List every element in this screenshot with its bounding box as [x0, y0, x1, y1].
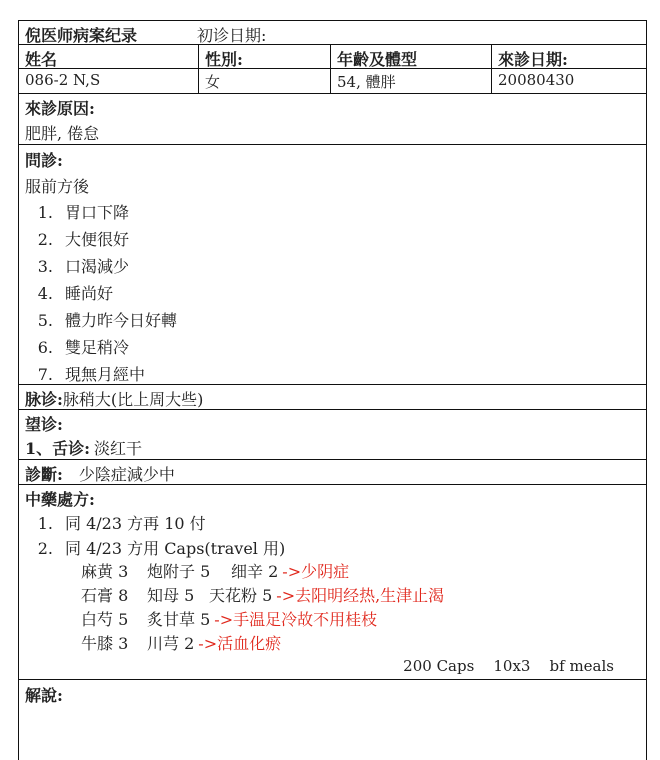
explanation-section	[19, 680, 646, 760]
info-value-row	[19, 69, 646, 94]
title-row	[19, 21, 646, 45]
herb-item: 知母 5	[147, 586, 195, 605]
inquiry-label: 問診:	[25, 151, 63, 170]
herb-line	[81, 559, 444, 583]
herb-lines	[81, 559, 444, 655]
herb-item: 炙甘草 5	[147, 610, 211, 629]
pulse-section	[19, 385, 646, 410]
list-item: 6. 雙足稍冷	[37, 338, 130, 357]
name-header: 姓名	[25, 50, 58, 68]
name-value: 086-2 N,S	[25, 71, 101, 89]
list-item: 1. 同 4/23 方再 10 付	[37, 514, 206, 533]
visit-date-value: 20080430	[491, 69, 646, 93]
inquiry-intro: 服前方後	[25, 177, 90, 196]
inquiry-section	[19, 145, 646, 385]
herb-item: 牛膝 3	[81, 634, 129, 653]
prescription-list	[25, 511, 285, 561]
herb-item: 白芍 5	[81, 610, 129, 629]
herb-note: ->手温足冷故不用桂枝	[214, 610, 378, 629]
age-body-header: 年齡及體型	[330, 45, 491, 68]
herb-item: 麻黄 3	[81, 562, 129, 581]
herb-line	[81, 583, 444, 607]
info-header-row	[19, 45, 646, 69]
reason-label: 來診原因:	[25, 99, 95, 118]
first-visit-date-label: 初诊日期:	[197, 26, 267, 45]
list-item: 7. 現無月經中	[37, 365, 146, 384]
herb-item: 天花粉 5	[209, 586, 273, 605]
prescription-label: 中藥處方:	[25, 490, 95, 509]
list-item: 3. 口渴減少	[37, 257, 130, 276]
visit-date-header: 來診日期:	[491, 45, 646, 68]
pulse-label: 脉诊:	[25, 390, 63, 409]
diagnosis-label: 診斷:	[25, 465, 63, 484]
list-item: 4. 睡尚好	[37, 284, 114, 303]
explanation-label: 解說:	[25, 686, 63, 705]
herb-item: 细辛 2	[231, 562, 279, 581]
herb-note: ->活血化瘀	[198, 634, 282, 653]
tongue-label: 1、舌诊:	[25, 439, 91, 458]
tongue-text: 淡红干	[94, 439, 143, 458]
herb-item: 川芎 2	[147, 634, 195, 653]
inquiry-list	[25, 200, 177, 389]
list-item: 5. 體力昨今日好轉	[37, 311, 178, 330]
list-item: 1. 胃口下降	[37, 203, 130, 222]
age-body-value: 54, 體胖	[330, 69, 491, 93]
prescription-section	[19, 485, 646, 680]
pulse-text: 脉稍大(比上周大些)	[62, 390, 204, 409]
herb-item: 炮附子 5	[147, 562, 211, 581]
sex-value: 女	[198, 69, 330, 93]
diagnosis-text: 少陰症減少中	[78, 465, 175, 484]
reason-section	[19, 94, 646, 145]
list-item: 2. 同 4/23 方用 Caps(travel 用)	[37, 539, 286, 558]
herb-note: ->少阴症	[282, 562, 350, 581]
inspection-label: 望诊:	[25, 415, 63, 434]
reason-text: 肥胖, 倦怠	[25, 124, 100, 143]
list-item: 2. 大便很好	[37, 230, 130, 249]
herb-line	[81, 631, 444, 655]
dosage-text: 200 Caps 10x3 bf meals	[403, 657, 614, 675]
herb-line	[81, 607, 444, 631]
record-title: 倪医师病案纪录	[25, 26, 138, 45]
diagnosis-section	[19, 460, 646, 485]
herb-note: ->去阳明经热,生津止渴	[276, 586, 445, 605]
case-record-sheet	[18, 20, 647, 760]
sex-header: 性別:	[198, 45, 330, 68]
inspection-section	[19, 410, 646, 460]
herb-item: 石膏 8	[81, 586, 129, 605]
